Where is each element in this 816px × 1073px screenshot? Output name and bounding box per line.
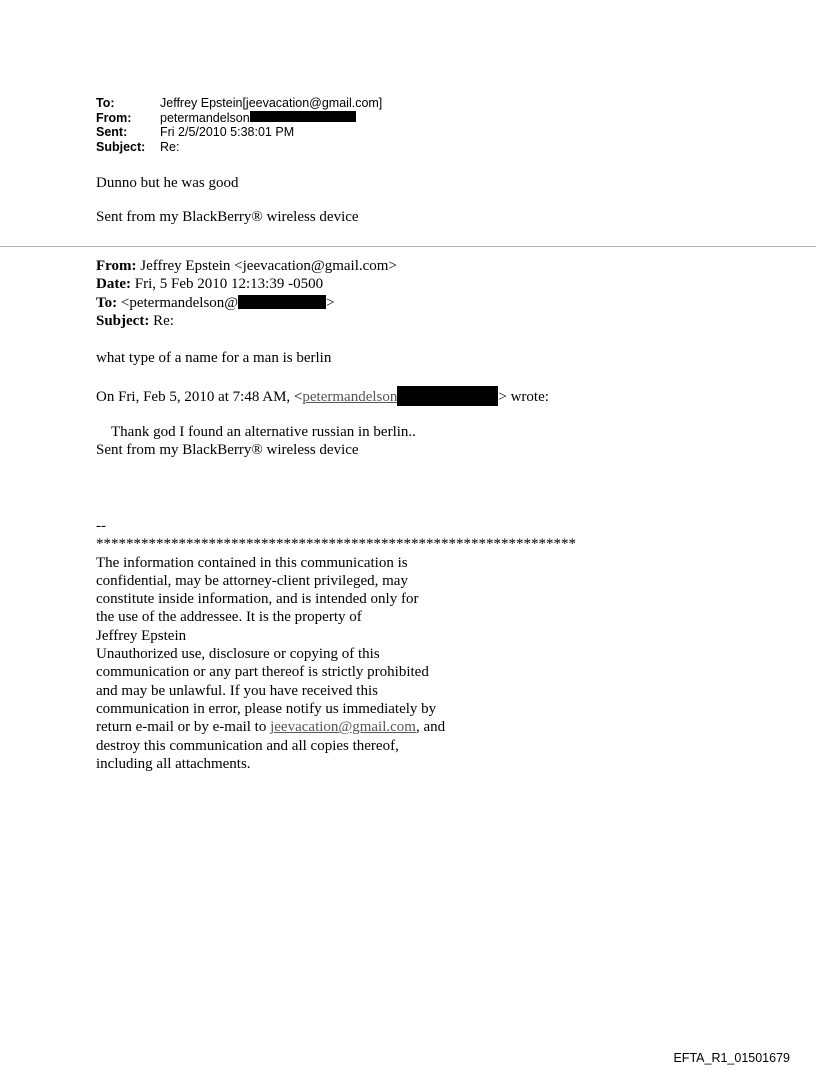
inner-body: Thank god I found an alternative russian in berlin.. <box>111 424 416 440</box>
email-link[interactable]: petermandelson <box>302 389 398 405</box>
redaction-box <box>238 295 326 309</box>
quoted-from-value: Jeffrey Epstein <jeevacation@gmail.com> <box>136 258 397 274</box>
disclaimer-line: including all attachments. <box>96 755 251 772</box>
reply-signature: Sent from my BlackBerry® wireless device <box>96 209 359 225</box>
to-value: Jeffrey Epstein[jeevacation@gmail.com] <box>160 96 383 110</box>
quoted-from-label: From: <box>96 258 137 274</box>
header-to-row <box>96 96 382 111</box>
disclaimer-line: The information contained in this communication is <box>96 554 408 571</box>
quoted-to-value: <petermandelson@ <box>117 295 239 311</box>
disclaimer-link-line <box>96 718 576 736</box>
email-link[interactable]: jeevacation@gmail.com <box>270 719 416 736</box>
quoted-date-row <box>96 275 323 293</box>
to-label: To: <box>96 96 115 110</box>
header-from-row <box>96 111 382 126</box>
document-id: EFTA_R1_01501679 <box>673 1051 790 1065</box>
disclaimer-line: constitute inside information, and is intended only for <box>96 591 419 608</box>
from-label: From: <box>96 110 132 125</box>
header-sent-row <box>96 125 382 140</box>
disclaimer-line: destroy this communication and all copies thereof, <box>96 737 399 754</box>
quoted-to-row <box>96 294 335 312</box>
disclaimer-line: Jeffrey Epstein <box>96 627 187 644</box>
redaction-box <box>397 386 498 406</box>
disclaimer-line: the use of the addressee. It is the property of <box>96 609 362 626</box>
quoted-date-value: Fri, 5 Feb 2010 12:13:39 -0500 <box>130 276 324 292</box>
quoted-date-label: Date: <box>96 276 131 292</box>
disclaimer-line: communication in error, please notify us immediately by <box>96 700 437 717</box>
quoted-body: what type of a name for a man is berlin <box>96 350 332 366</box>
divider-line <box>0 246 816 247</box>
disclaimer-line: confidential, may be attorney-client privileged, may <box>96 572 408 589</box>
subject-label: Subject: <box>96 139 146 154</box>
sent-value: Fri 2/5/2010 5:38:01 PM <box>160 125 295 139</box>
link-prefix: return e-mail or by e-mail to <box>96 719 271 736</box>
sent-label: Sent: <box>96 125 128 139</box>
disclaimer-line: and may be unlawful. If you have received this <box>96 682 378 699</box>
quoted-to-label: To: <box>96 295 118 311</box>
email-header <box>96 96 382 154</box>
inner-signature: Sent from my BlackBerry® wireless device <box>96 442 359 458</box>
redaction-box <box>250 111 356 122</box>
reply-body: Dunno but he was good <box>96 175 239 191</box>
header-subject-row <box>96 140 382 155</box>
quoted-subject-row <box>96 312 174 330</box>
on-prefix: On Fri, Feb 5, 2010 at 7:48 AM, < <box>96 389 303 405</box>
disclaimer-line: communication or any part thereof is strictly prohibited <box>96 664 429 681</box>
quoted-on-line <box>96 386 549 406</box>
quoted-subject-label: Subject: <box>96 313 150 329</box>
disclaimer-line: Unauthorized use, disclosure or copying of this <box>96 646 380 663</box>
disclaimer <box>96 517 576 773</box>
from-value: petermandelson <box>160 110 250 125</box>
link-suffix: , and <box>415 719 446 736</box>
on-suffix: > wrote: <box>498 389 549 405</box>
subject-value: Re: <box>160 139 180 154</box>
disclaimer-dashes: -- <box>96 518 106 534</box>
quoted-subject-value: Re: <box>149 313 174 329</box>
disclaimer-stars: **************************************************************** <box>96 536 576 553</box>
quoted-to-close: > <box>326 295 335 311</box>
quoted-from-row <box>96 257 397 275</box>
